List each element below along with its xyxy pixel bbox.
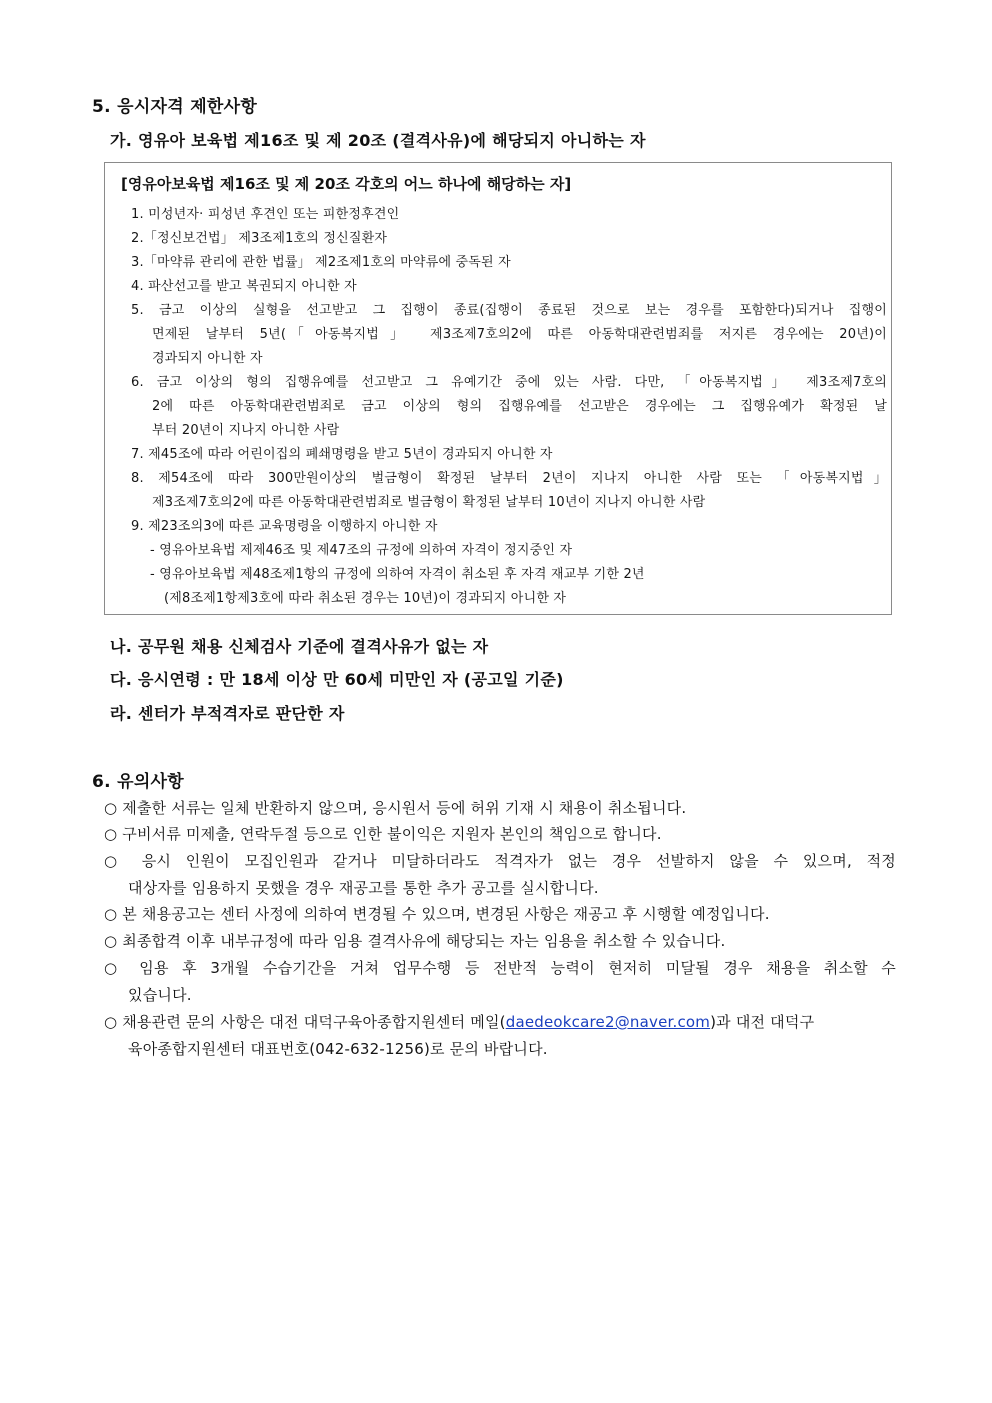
box-line-6-cont: 2에 따른 아동학대관련범죄로 금고 이상의 형의 집행유예를 선고받은 경우에는 그 집행유예가 확정된 날	[152, 399, 887, 414]
box-line-5: 5. 금고 이상의 실형을 선고받고 그 집행이 종료(집행이 종료된 것으로 보는 경우를 포함한다)되거나 집행이	[131, 303, 887, 318]
box-line-4: 4. 파산선고를 받고 복권되지 아니한 자	[131, 279, 357, 294]
disqualification-box	[104, 162, 892, 615]
note-6: ○ 임용 후 3개월 수습기간을 거쳐 업무수행 등 전반적 능력이 현저히 미달될 경우 채용을 취소할 수	[104, 959, 896, 977]
item-da: 다. 응시연령 : 만 18세 이상 만 60세 미만인 자 (공고일 기준)	[110, 670, 564, 689]
box-line-5-end: 경과되지 아니한 자	[152, 351, 263, 366]
box-line-1: 1. 미성년자· 피성년 후견인 또는 피한정후견인	[131, 207, 400, 222]
note-3-cont: 대상자를 임용하지 못했을 경우 재공고를 통한 추가 공고를 실시합니다.	[128, 879, 599, 897]
item-ra: 라. 센터가 부적격자로 판단한 자	[110, 704, 345, 723]
item-ga: 가. 영유아 보육법 제16조 및 제 20조 (결격사유)에 해당되지 아니하는 자	[110, 131, 646, 150]
note-7	[104, 1011, 814, 1032]
note-7-prefix: ○ 채용관련 문의 사항은 대전 대덕구육아종합지원센터 메일(	[104, 1013, 506, 1031]
box-line-8-cont: 제3조제7호의2에 따른 아동학대관련범죄로 벌금형이 확정된 날부터 10년이 지나지 아니한 사람	[152, 495, 706, 510]
box-line-6: 6. 금고 이상의 형의 집행유예를 선고받고 그 유예기간 중에 있는 사람. 다만, 「아동복지법」 제3조제7호의	[131, 375, 887, 390]
note-7-suffix: )과 대전 대덕구	[710, 1013, 815, 1031]
note-4: ○ 본 채용공고는 센터 사정에 의하여 변경될 수 있으며, 변경된 사항은 재공고 후 시행할 예정입니다.	[104, 905, 770, 923]
note-5: ○ 최종합격 이후 내부규정에 따라 임용 결격사유에 해당되는 자는 임용을 취소할 수 있습니다.	[104, 932, 726, 950]
note-2: ○ 구비서류 미제출, 연락두절 등으로 인한 불이익은 지원자 본인의 책임으로 합니다.	[104, 825, 662, 843]
section-6-title: 6. 유의사항	[92, 772, 184, 792]
note-7-cont: 육아종합지원센터 대표번호(042-632-1256)로 문의 바랍니다.	[128, 1040, 548, 1058]
box-line-7: 7. 제45조에 따라 어린이집의 폐쇄명령을 받고 5년이 경과되지 아니한 자	[131, 447, 553, 462]
box-line-3: 3.「마약류 관리에 관한 법률」 제2조제1호의 마약류에 중독된 자	[131, 255, 511, 270]
note-3: ○ 응시 인원이 모집인원과 같거나 미달하더라도 적격자가 없는 경우 선발하지 않을 수 있으며, 적정	[104, 852, 896, 870]
box-line-9: 9. 제23조의3에 따른 교육명령을 이행하지 아니한 자	[131, 519, 438, 534]
contact-email-link[interactable]: daedeokcare2@naver.com	[505, 1013, 711, 1031]
box-line-5-cont: 면제된 날부터 5년(「아동복지법」 제3조제7호의2에 따른 아동학대관련범죄를 저지른 경우에는 20년)이	[152, 327, 887, 342]
box-line-8: 8. 제54조에 따라 300만원이상의 벌금형이 확정된 날부터 2년이 지나지 아니한 사람 또는 「아동복지법」	[131, 471, 887, 486]
box-line-9-dash-2-cont: (제8조제1항제3호에 따라 취소된 경우는 10년)이 경과되지 아니한 자	[164, 591, 567, 606]
note-6-cont: 있습니다.	[128, 986, 192, 1004]
note-1: ○ 제출한 서류는 일체 반환하지 않으며, 응시원서 등에 허위 기재 시 채용이 취소됩니다.	[104, 799, 687, 817]
item-na: 나. 공무원 채용 신체검사 기준에 결격사유가 없는 자	[110, 637, 489, 656]
box-line-9-dash-1: - 영유아보육법 제제46조 및 제47조의 규정에 의하여 자격이 정지중인 자	[150, 543, 573, 558]
box-line-9-dash-2: - 영유아보육법 제48조제1항의 규정에 의하여 자격이 취소된 후 자격 재교부 기한 2년	[150, 567, 645, 582]
box-line-6-end: 부터 20년이 지나지 아니한 사람	[152, 423, 340, 438]
box-line-2: 2.「정신보건법」 제3조제1호의 정신질환자	[131, 231, 388, 246]
section-5-title: 5. 응시자격 제한사항	[92, 97, 258, 117]
box-title: [영유아보육법 제16조 및 제 20조 각호의 어느 하나에 해당하는 자]	[121, 175, 572, 193]
